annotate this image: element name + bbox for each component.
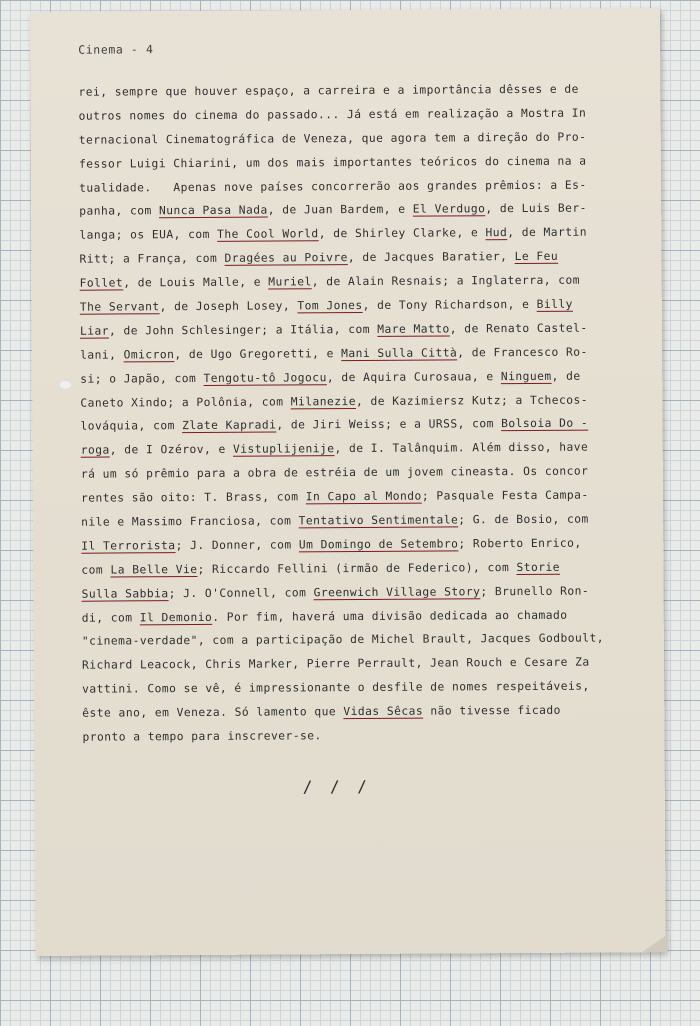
- text-segment: . Por fim, haverá uma divisão dedicada ao chamado: [212, 608, 568, 624]
- text-segment: fessor Luigi Chiarini, um dos mais importantes teóricos do cinema na a: [78, 154, 587, 171]
- film-title: The Servant: [79, 300, 160, 314]
- text-segment: êste ano, em Veneza. Só lamento que: [82, 705, 344, 720]
- text-segment: si; o Japão, com: [80, 371, 204, 386]
- film-title: Bolsoia Do -: [501, 417, 589, 431]
- film-title: Zlate Kapradi: [182, 418, 277, 433]
- text-segment: panha, com: [79, 204, 160, 219]
- text-segment: tualidade. Apenas nove países concorrerão aos grandes prêmios: a Es-: [79, 178, 587, 195]
- film-title: In Capo al Mondo: [305, 489, 422, 504]
- text-segment: , de Shirley Clarke, e: [318, 226, 486, 241]
- text-segment: Richard Leacock, Chris Marker, Pierre Perrault, Jean Rouch e Cesare Za: [81, 655, 590, 673]
- text-line: [81, 508, 609, 535]
- text-line: [79, 125, 607, 152]
- page-header: Cinema - 4: [78, 42, 154, 57]
- text-line: [79, 149, 607, 176]
- text-segment: di, com: [81, 610, 140, 625]
- film-title: Tom Jones: [297, 298, 363, 313]
- text-segment: pronto a tempo para inscrever-se.: [82, 729, 322, 744]
- text-line: [78, 77, 606, 104]
- text-line: [81, 531, 609, 558]
- film-title: Muriel: [268, 275, 312, 289]
- text-line: [80, 316, 608, 343]
- text-segment: , de Alain Resnais; a Inglaterra, com: [311, 273, 581, 289]
- film-title: La Belle Vie: [110, 562, 198, 577]
- text-line: [82, 723, 610, 750]
- film-title: Tengotu-tô Jogocu: [203, 370, 327, 385]
- text-segment: ; Pasquale Festa Campa-: [421, 488, 589, 503]
- text-line: [82, 675, 610, 702]
- text-segment: , de Juan Bardem, e: [267, 203, 413, 218]
- text-segment: , de Kazimiersz Kutz; a Tchecos-: [355, 393, 589, 408]
- text-segment: "cinema-verdade", com a participação de Michel Brault, Jacques Godboult,: [81, 631, 604, 649]
- film-title: Sulla Sabbia: [81, 586, 169, 601]
- text-segment: não tivesse ficado: [423, 703, 561, 718]
- text-segment: ; J. O'Connell, com: [168, 585, 314, 600]
- film-title: Il Terrorista: [81, 539, 176, 553]
- film-title: Um Domingo de Setembro: [298, 537, 459, 552]
- text-segment: ternacional Cinematográfica de Veneza, que agora tem a direção do Pro-: [78, 130, 587, 147]
- typewritten-page: [30, 8, 666, 956]
- text-segment: langa; os EUA, com: [79, 228, 218, 243]
- text-segment: vattini. Como se vê, é impressionante o desfile de nomes respeitáveis,: [82, 679, 590, 696]
- text-segment: , de Martin: [507, 225, 588, 240]
- film-title: Mani Sulla Città: [341, 346, 458, 360]
- text-segment: , de Jacques Baratier,: [347, 250, 515, 265]
- text-line: [80, 269, 608, 296]
- text-segment: , de Joseph Losey,: [159, 299, 298, 314]
- text-segment: Ritt; a França, com: [79, 252, 225, 266]
- text-line: [80, 388, 608, 415]
- text-segment: , de Aquira Curosaua, e: [326, 369, 501, 384]
- film-title: Storie: [516, 560, 561, 574]
- film-title: Greenwich Village Story: [313, 584, 481, 599]
- film-title: Le Feu: [514, 250, 559, 264]
- film-title: Follet: [79, 276, 124, 290]
- text-segment: , de Louis Malle, e: [123, 275, 269, 290]
- text-line: [81, 436, 609, 463]
- text-segment: ; Brunello Ron-: [480, 584, 590, 598]
- text-segment: , de Tony Richardson, e: [362, 297, 537, 312]
- text-line: [79, 197, 607, 224]
- text-segment: , de Ugo Gregoretti, e: [174, 346, 342, 361]
- text-segment: com: [81, 563, 111, 577]
- film-title: Il Demonio: [139, 610, 213, 624]
- text-line: [81, 579, 609, 606]
- text-segment: , de John Schlesinger; a Itália, com: [108, 322, 378, 338]
- text-segment: lováquia, com: [80, 419, 183, 434]
- text-segment: , de I Ozérov, e: [109, 443, 234, 457]
- film-title: Ninguem: [500, 369, 552, 383]
- text-line: [79, 221, 607, 248]
- film-title: Vistuplijenije: [232, 442, 335, 457]
- film-title: The Cool World: [217, 227, 319, 242]
- text-line: [80, 340, 608, 367]
- film-title: Hud: [485, 226, 508, 240]
- text-line: [80, 292, 608, 319]
- text-segment: outros nomes do cinema do passado... Já está em realização a Mostra In: [78, 106, 587, 123]
- text-segment: Caneto Xindo; a Polônia, com: [80, 394, 291, 410]
- text-line: [79, 173, 607, 200]
- text-line: [81, 460, 609, 487]
- body-text: [78, 77, 610, 749]
- film-title: Milanezie: [290, 394, 356, 408]
- film-title: Liar: [79, 324, 110, 338]
- text-line: [79, 245, 607, 272]
- text-segment: , de Francesco Ro-: [457, 345, 588, 360]
- punch-hole: [58, 380, 72, 390]
- film-title: Dragées au Poivre: [224, 251, 348, 266]
- text-line: [81, 484, 609, 511]
- film-title: Omicron: [123, 347, 175, 362]
- text-line: [80, 364, 608, 391]
- text-segment: , de: [551, 369, 581, 383]
- film-title: El Verdugo: [412, 202, 486, 217]
- text-segment: rentes são oito: T. Brass, com: [80, 490, 306, 505]
- text-segment: rei, sempre que houver espaço, a carreira e a importância dêsses e de: [78, 82, 579, 99]
- text-segment: ; J. Donner, com: [175, 538, 299, 553]
- text-line: [82, 651, 610, 678]
- text-segment: , de I. Talânquim. Além disso, have: [334, 440, 589, 456]
- text-segment: ; Riccardo Fellini (irmão de Federico), com: [197, 560, 517, 576]
- text-segment: , de Jiri Weiss; e a URSS, com: [276, 417, 502, 432]
- film-title: Mare Matto: [377, 322, 450, 336]
- film-title: roga: [80, 443, 110, 458]
- text-segment: lani,: [80, 348, 124, 362]
- text-segment: rá um só prêmio para a obra de estréia de um jovem cineasta. Os concor: [80, 464, 589, 481]
- text-segment: ; G. de Bosio, com: [458, 512, 589, 527]
- film-title: Billy: [536, 297, 573, 311]
- text-line: [82, 699, 610, 726]
- text-line: [81, 555, 609, 582]
- end-mark: / / /: [302, 776, 371, 797]
- text-segment: ; Roberto Enrico,: [458, 536, 582, 551]
- text-line: [80, 412, 608, 439]
- film-title: Nunca Pasa Nada: [158, 204, 268, 218]
- text-segment: nile e Massimo Franciosa, com: [81, 514, 299, 529]
- text-line: [79, 101, 607, 128]
- text-segment: , de Renato Castel-: [449, 321, 588, 336]
- text-line: [82, 603, 610, 630]
- film-title: Vidas Sêcas: [343, 704, 424, 719]
- text-line: [82, 627, 610, 654]
- film-title: Tentativo Sentimentale: [298, 513, 459, 528]
- text-segment: , de Luis Ber-: [485, 202, 587, 216]
